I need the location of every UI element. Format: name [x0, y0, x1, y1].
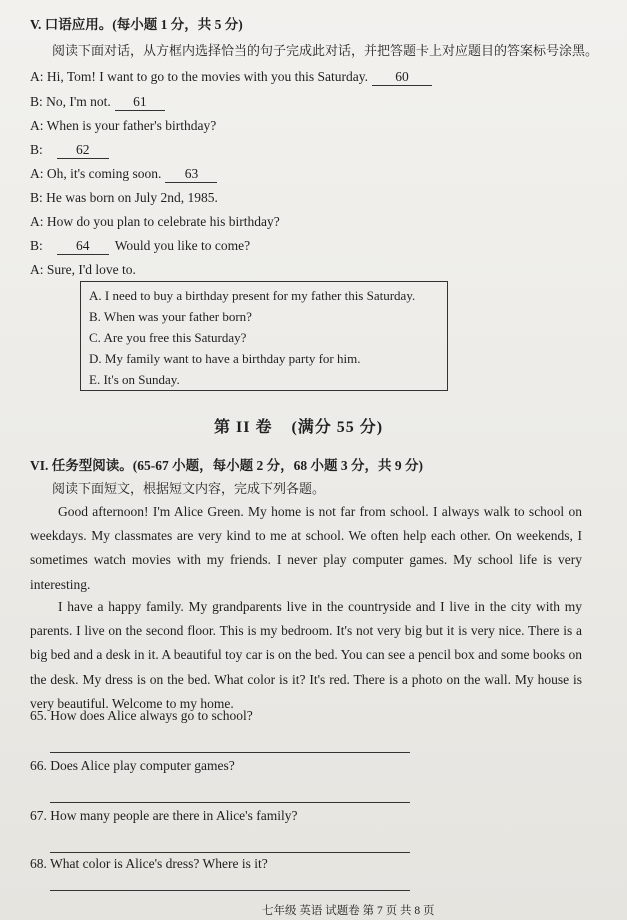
answer-line-65[interactable] — [50, 752, 410, 753]
dialogue-line: B: 62 — [30, 142, 113, 159]
dialogue-line: A: Oh, it's coming soon. 63 — [30, 166, 221, 183]
question-65: 65. How does Alice always go to school? — [30, 708, 253, 723]
answer-blank[interactable]: 60 — [372, 69, 432, 86]
dialogue-line: A: When is your father's birthday? — [30, 118, 217, 133]
dialogue-line: B: No, I'm not. 61 — [30, 94, 169, 111]
answer-line-67[interactable] — [50, 852, 410, 853]
answer-blank[interactable]: 63 — [165, 166, 217, 183]
section-6-instruction: 阅读下面短文，根据短文内容，完成下列各题。 — [52, 481, 326, 496]
answer-blank[interactable]: 64 — [57, 238, 109, 255]
part-2-score: (满分 55 分) — [291, 419, 384, 436]
section-5-title: V. 口语应用。(每小题 1 分，共 5 分) — [30, 17, 243, 32]
dialogue-line: A: How do you plan to celebrate his birthday? — [30, 214, 280, 229]
passage-paragraph-2: I have a happy family. My grandparents live in the countryside and I live in the city with my parents. I live on the second floor. This is my bedroom. It's not very big but it is very nice. There is a big bed and a desk in it. A beautiful toy car is on the bed. You can see a pencil box and some books on the desk. My dress is on the bed. What color is it? It's red. There is a photo on the wall. My house is very beautiful. Welcome to my home. — [30, 599, 582, 711]
option-a: A. I need to buy a birthday present for my father this Saturday. — [89, 288, 416, 303]
answer-blank[interactable]: 61 — [115, 94, 165, 111]
answer-blank[interactable]: 62 — [57, 142, 109, 159]
dialogue-line: A: Hi, Tom! I want to go to the movies with you this Saturday. 60 — [30, 69, 436, 86]
section-5-instruction: 阅读下面对话，从方框内选择恰当的句子完成此对话，并把答题卡上对应题目的答案标号涂黑。 — [52, 43, 599, 58]
dialogue-line: A: Sure, I'd love to. — [30, 262, 136, 277]
question-68: 68. What color is Alice's dress? Where is it? — [30, 856, 268, 871]
dialogue-line: B: He was born on July 2nd, 1985. — [30, 190, 218, 205]
page-footer: 七年级 英语 试题卷 第 7 页 共 8 页 — [262, 905, 435, 917]
part-2-title: 第 II 卷 — [214, 419, 273, 436]
answer-line-66[interactable] — [50, 802, 410, 803]
question-66: 66. Does Alice play computer games? — [30, 758, 235, 773]
section-6-title: VI. 任务型阅读。(65-67 小题，每小题 2 分，68 小题 3 分，共 9 分) — [30, 458, 423, 473]
part-2-heading — [214, 414, 383, 437]
option-c: C. Are you free this Saturday? — [89, 330, 247, 345]
option-e: E. It's on Sunday. — [89, 372, 180, 387]
options-box — [80, 281, 448, 391]
option-b: B. When was your father born? — [89, 309, 252, 324]
dialogue-line: B: 64 Would you like to come? — [30, 238, 251, 253]
passage-paragraph-1: Good afternoon! I'm Alice Green. My home is not far from school. I always walk to school on weekdays. My classmates are very kind to me at school. We often help each other. On weekends, I sometimes watch movies with my friends. I never play computer games. My school life is very interesting. — [30, 504, 582, 592]
option-d: D. My family want to have a birthday party for him. — [89, 351, 361, 366]
question-67: 67. How many people are there in Alice's family? — [30, 808, 298, 823]
answer-line-68[interactable] — [50, 890, 410, 891]
